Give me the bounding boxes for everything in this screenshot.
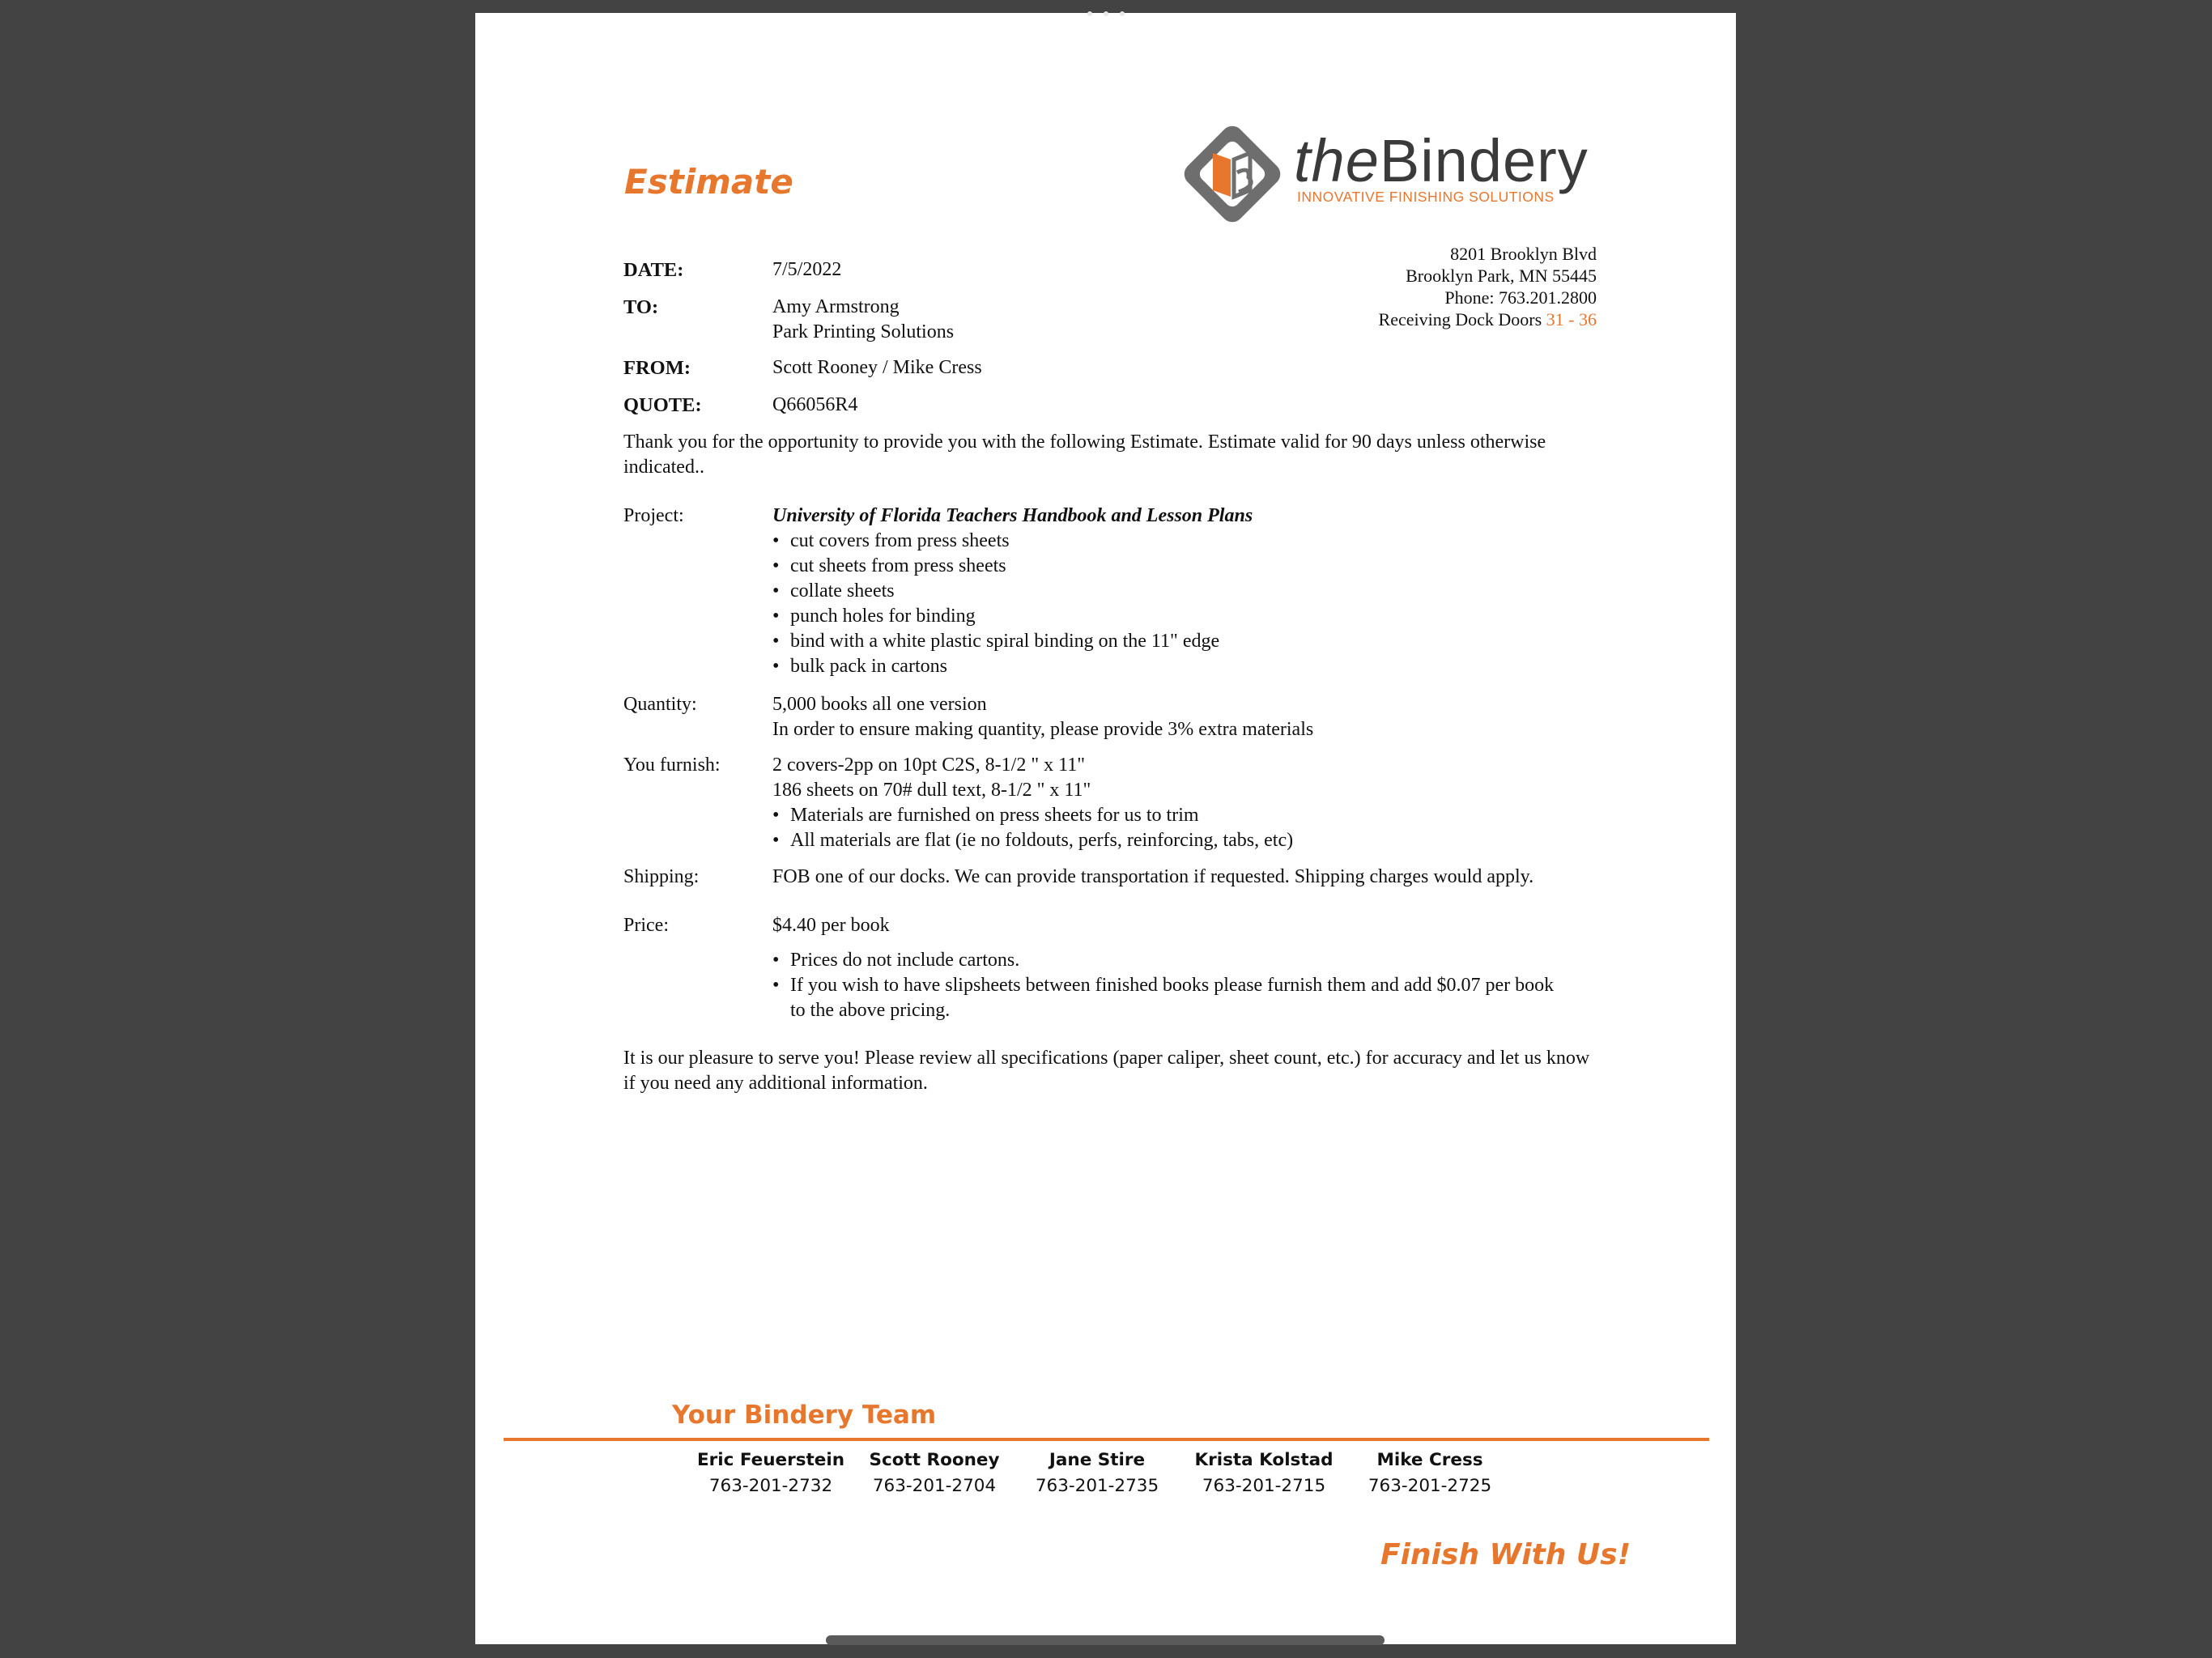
team-divider — [504, 1438, 1709, 1441]
list-item: • collate sheets — [772, 579, 1606, 604]
shipping-value: FOB one of our docks. We can provide transportation if requested. Shipping charges would apply. — [772, 866, 1534, 887]
logo-word-the: the — [1294, 127, 1380, 194]
from-label: FROM: — [623, 357, 691, 379]
project-title: University of Florida Teachers Handbook and Lesson Plans — [772, 505, 1253, 526]
team-member-name: Jane Stire — [1049, 1450, 1146, 1470]
list-item: • All materials are flat (ie no foldouts, perfs, reinforcing, tabs, etc) — [772, 828, 1606, 853]
list-item: • cut sheets from press sheets — [772, 554, 1606, 579]
team-member — [853, 1448, 1015, 1499]
intro-paragraph: Thank you for the opportunity to provide you with the following Estimate. Estimate valid for 90 days unless otherwise indicated.. — [623, 432, 1546, 478]
list-item: • cut covers from press sheets — [772, 529, 1606, 554]
team-member-phone: 763-201-2715 — [1202, 1476, 1326, 1496]
team-member — [1016, 1448, 1178, 1499]
project-label: Project: — [623, 505, 684, 526]
furnish-list — [772, 803, 1606, 853]
price-value: $4.40 per book — [772, 915, 890, 936]
logo-wordmark — [1294, 127, 1589, 194]
team-member-name: Krista Kolstad — [1194, 1450, 1334, 1470]
list-item: • Materials are furnished on press sheets for us to trim — [772, 803, 1606, 828]
company-address — [1192, 243, 1597, 330]
team-member — [1349, 1448, 1511, 1499]
doors-numbers: 31 - 36 — [1546, 309, 1597, 329]
horizontal-scrollbar[interactable] — [826, 1635, 1385, 1645]
address-line-phone: Phone: 763.201.2800 — [1444, 287, 1597, 308]
list-item: • If you wish to have slipsheets between finished books please furnish them and add $0.07 per book to the above pricing. — [772, 973, 1566, 1023]
team-title: Your Bindery Team — [672, 1401, 937, 1430]
project-section — [772, 504, 1606, 679]
date-label: DATE: — [623, 259, 684, 281]
team-member-phone: 763-201-2704 — [872, 1476, 997, 1496]
list-item: • bulk pack in cartons — [772, 654, 1606, 679]
team-member-phone: 763-201-2735 — [1035, 1476, 1159, 1496]
furnish-line-2: 186 sheets on 70# dull text, 8-1/2 " x 11" — [772, 780, 1091, 801]
to-company: Park Printing Solutions — [772, 321, 955, 342]
from-value: Scott Rooney / Mike Cress — [772, 357, 982, 378]
team-member — [1183, 1448, 1345, 1499]
address-line-doors — [1192, 308, 1597, 330]
shipping-label: Shipping: — [623, 866, 700, 887]
furnish-label: You furnish: — [623, 755, 721, 776]
project-task-list — [772, 529, 1606, 679]
logo-tagline: INNOVATIVE FINISHING SOLUTIONS — [1297, 189, 1555, 205]
furnish-section — [772, 753, 1606, 853]
team-member-phone: 763-201-2732 — [708, 1476, 833, 1496]
price-note-list — [772, 948, 1566, 1023]
slogan: Finish With Us! — [1380, 1538, 1631, 1571]
closing-paragraph: It is our pleasure to serve you! Please review all specifications (paper caliper, sheet count, etc.) for accuracy and let us know if you need any additional information. — [623, 1048, 1590, 1094]
date-value: 7/5/2022 — [772, 259, 842, 280]
quantity-label: Quantity: — [623, 694, 697, 715]
list-item: • Prices do not include cartons. — [772, 948, 1566, 973]
list-item: • bind with a white plastic spiral binding on the 11" edge — [772, 629, 1606, 654]
quantity-line-1: 5,000 books all one version — [772, 694, 987, 715]
quantity-line-2: In order to ensure making quantity, please provide 3% extra materials — [772, 719, 1314, 740]
to-name: Amy Armstrong — [772, 296, 900, 317]
team-member-name: Mike Cress — [1376, 1450, 1483, 1470]
document-title: Estimate — [624, 162, 793, 202]
team-member — [690, 1448, 852, 1499]
logo-word-bindery: Bindery — [1379, 127, 1589, 194]
quote-value: Q66056R4 — [772, 394, 858, 415]
address-line-street: 8201 Brooklyn Blvd — [1450, 244, 1597, 264]
team-member-name: Scott Rooney — [869, 1450, 1000, 1470]
price-notes — [772, 948, 1566, 1023]
address-line-city: Brooklyn Park, MN 55445 — [1406, 266, 1597, 286]
team-member-name: Eric Feuerstein — [696, 1450, 845, 1470]
doors-prefix: Receiving Dock Doors — [1378, 309, 1546, 329]
quote-label: QUOTE: — [623, 394, 702, 416]
team-member-phone: 763-201-2725 — [1368, 1476, 1492, 1496]
price-label: Price: — [623, 915, 669, 936]
list-item: • punch holes for binding — [772, 604, 1606, 629]
to-label: TO: — [623, 296, 659, 318]
furnish-line-1: 2 covers-2pp on 10pt C2S, 8-1/2 " x 11" — [772, 755, 1086, 776]
multitasking-handle[interactable] — [1087, 11, 1125, 19]
